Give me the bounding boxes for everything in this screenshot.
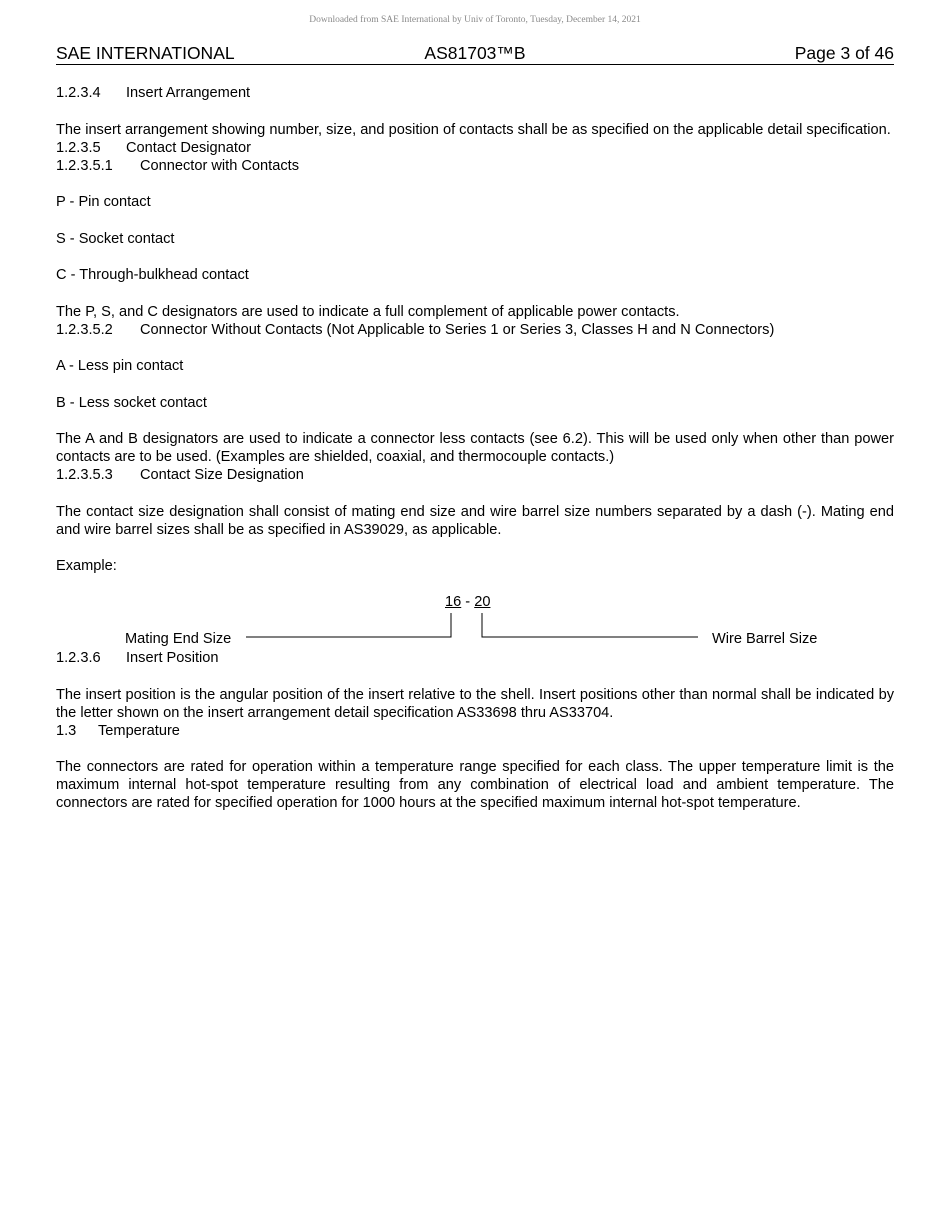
barrel-leader-line <box>482 613 698 637</box>
section-heading-1-2-3-6 <box>56 649 894 667</box>
header-organization: SAE INTERNATIONAL <box>56 43 235 63</box>
section-heading-1-2-3-4 <box>56 84 894 102</box>
page-header <box>56 43 894 65</box>
section-title: Insert Position <box>126 650 219 666</box>
section-heading-1-3 <box>56 722 894 740</box>
psc-paragraph: The P, S, and C designators are used to indicate a full complement of applicable power contacts. <box>56 303 680 320</box>
section-heading-1-2-3-5-1 <box>56 157 894 175</box>
section-number: 1.3 <box>56 722 77 739</box>
section-title: Connector with Contacts <box>140 157 299 174</box>
temperature-paragraph: The connectors are rated for operation within a temperature range specified for each class. The upper temperature limit is the maximum internal hot-spot temperature resulting from any combination of electrical load and ambient temperature. The connectors are rated for specified operation for 1000 hours at the specified maximum internal hot-spot temperature. <box>56 759 894 811</box>
header-document-number: AS81703™B <box>424 43 526 63</box>
example-dash: - <box>461 594 475 610</box>
section-number: 1.2.3.4 <box>56 85 101 101</box>
designator-b: B - Less socket contact <box>56 394 207 411</box>
section-heading-1-2-3-5 <box>56 139 894 157</box>
section-title: Temperature <box>98 722 180 739</box>
mating-leader-line <box>246 613 451 637</box>
designator-a: A - Less pin contact <box>56 358 184 374</box>
designator-p: P - Pin contact <box>56 194 151 210</box>
ab-paragraph: The A and B designators are used to indicate a connector less contacts (see 6.2). This will be used only when other than power contacts are to be used. (Examples are shielded, coaxial, and thermocouple contacts.) <box>56 431 894 465</box>
size-designation-paragraph: The contact size designation shall consist of mating end size and wire barrel size numbers separated by a dash (-). Mating end and wire barrel sizes shall be as specified in AS39029, as applicable. <box>56 503 894 538</box>
section-title: Contact Designator <box>126 139 251 156</box>
download-watermark: Downloaded from SAE International by Univ of Toronto, Tuesday, December 14, 2021 <box>309 15 641 25</box>
contact-size-example-diagram <box>56 593 894 649</box>
section-title: Insert Arrangement <box>126 85 251 101</box>
section-number: 1.2.3.5.1 <box>56 157 113 174</box>
section-number: 1.2.3.5 <box>56 139 101 156</box>
insert-position-paragraph: The insert position is the angular position of the insert relative to the shell. Insert positions other than normal shall be indicated by the letter shown on the insert arrangement detail specification AS33698 thru AS33704. <box>56 686 894 721</box>
section-heading-1-2-3-5-3 <box>56 466 894 484</box>
wire-barrel-size-label: Wire Barrel Size <box>712 631 818 647</box>
designator-s: S - Socket contact <box>56 230 175 247</box>
mating-end-number: 16 <box>445 594 462 610</box>
header-page-number: Page 3 of 46 <box>794 43 894 63</box>
example-label: Example: <box>56 558 117 574</box>
designator-c: C - Through-bulkhead contact <box>56 267 249 283</box>
insert-arrangement-paragraph: The insert arrangement showing number, size, and position of contacts shall be as specified on the applicable detail specification. <box>56 121 891 138</box>
section-number: 1.2.3.6 <box>56 650 101 666</box>
document-body <box>56 84 894 812</box>
mating-end-size-label: Mating End Size <box>125 631 232 647</box>
wire-barrel-number: 20 <box>474 594 491 610</box>
section-number: 1.2.3.5.3 <box>56 467 113 483</box>
section-title: Contact Size Designation <box>140 467 304 483</box>
section-heading-1-2-3-5-2 <box>56 321 894 339</box>
section-number: 1.2.3.5.2 <box>56 321 113 338</box>
section-title: Connector Without Contacts (Not Applicable to Series 1 or Series 3, Classes H and N Connectors) <box>140 321 775 338</box>
